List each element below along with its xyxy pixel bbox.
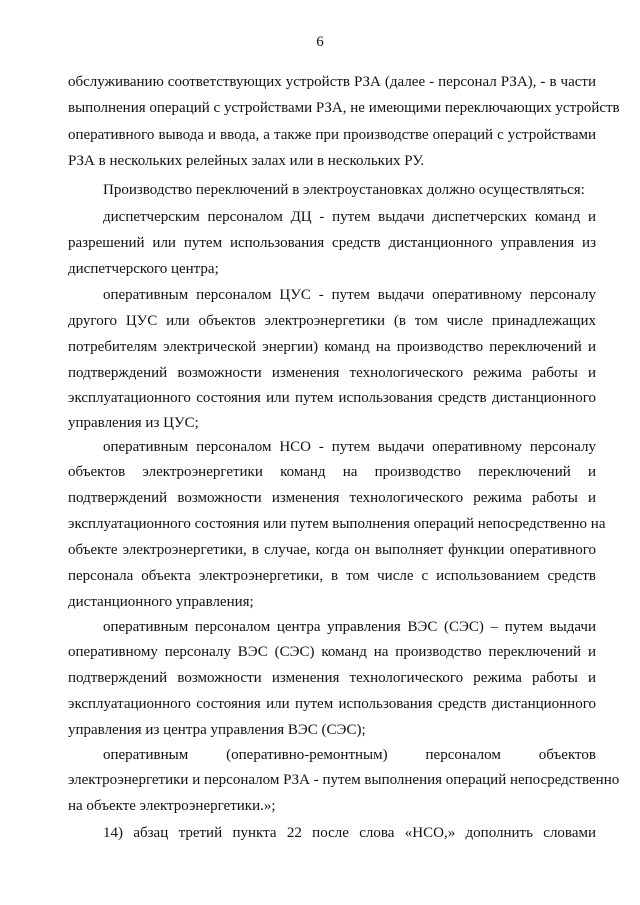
text-line-27: оперативным (оперативно-ремонтным) персоналом объектов xyxy=(103,747,596,763)
text-line-6: диспетчерским персоналом ДЦ - путем выдачи диспетчерских команд и xyxy=(103,209,596,225)
text-line-20: персонала объекта электроэнергетики, в том числе с использованием средств xyxy=(68,568,596,584)
text-line-8: диспетчерского центра; xyxy=(68,261,219,277)
text-line-13: эксплуатационного состояния или путем использования средств дистанционного xyxy=(68,390,596,406)
text-line-22: оперативным персоналом центра управления ВЭС (СЭС) – путем выдачи xyxy=(103,619,596,635)
text-line-16: объектов электроэнергетики команд на производство переключений и xyxy=(68,464,596,480)
text-line-4: РЗА в нескольких релейных залах или в нескольких РУ. xyxy=(68,153,425,169)
text-line-23: оперативному персоналу ВЭС (СЭС) команд на производство переключений и xyxy=(68,644,596,660)
text-line-29: на объекте электроэнергетики.»; xyxy=(68,798,276,814)
text-line-7: разрешений или путем использования средств дистанционного управления из xyxy=(68,235,596,251)
text-line-3: оперативного вывода и ввода, а также при производстве операций с устройствами xyxy=(68,127,596,143)
text-line-1: обслуживанию соответствующих устройств РЗА (далее - персонал РЗА), - в части xyxy=(68,74,596,90)
text-line-19: объекте электроэнергетики, в случае, когда он выполняет функции оперативного xyxy=(68,542,596,558)
text-line-15: оперативным персоналом НСО - путем выдачи оперативному персоналу xyxy=(103,439,596,455)
text-line-10: другого ЦУС или объектов электроэнергетики (в том числе принадлежащих xyxy=(68,313,596,329)
paragraph-intro: Производство переключений в электроустановках должно осуществляться: xyxy=(103,182,585,198)
text-line-26: управления из центра управления ВЭС (СЭС); xyxy=(68,722,366,738)
text-line-18: эксплуатационного состояния или путем выполнения операций непосредственно на xyxy=(68,516,606,532)
page-number: 6 xyxy=(316,34,324,50)
text-line-21: дистанционного управления; xyxy=(68,594,254,610)
text-line-9: оперативным персоналом ЦУС - путем выдачи оперативному персоналу xyxy=(103,287,596,303)
text-line-14: управления из ЦУС; xyxy=(68,415,199,431)
text-line-2: выполнения операций с устройствами РЗА, не имеющими переключающих устройств xyxy=(68,100,620,116)
text-line-25: эксплуатационного состояния или путем использования средств дистанционного xyxy=(68,696,596,712)
text-line-11: потребителям электрической энергии) команд на производство переключений и xyxy=(68,339,596,355)
text-line-28: электроэнергетики и персоналом РЗА - путем выполнения операций непосредственно xyxy=(68,772,620,788)
text-line-17: подтверждений возможности изменения технологического режима работы и xyxy=(68,490,596,506)
text-line-12: подтверждений возможности изменения технологического режима работы и xyxy=(68,365,596,381)
text-line-30: 14) абзац третий пункта 22 после слова «НСО,» дополнить словами xyxy=(103,825,596,841)
text-line-24: подтверждений возможности изменения технологического режима работы и xyxy=(68,670,596,686)
